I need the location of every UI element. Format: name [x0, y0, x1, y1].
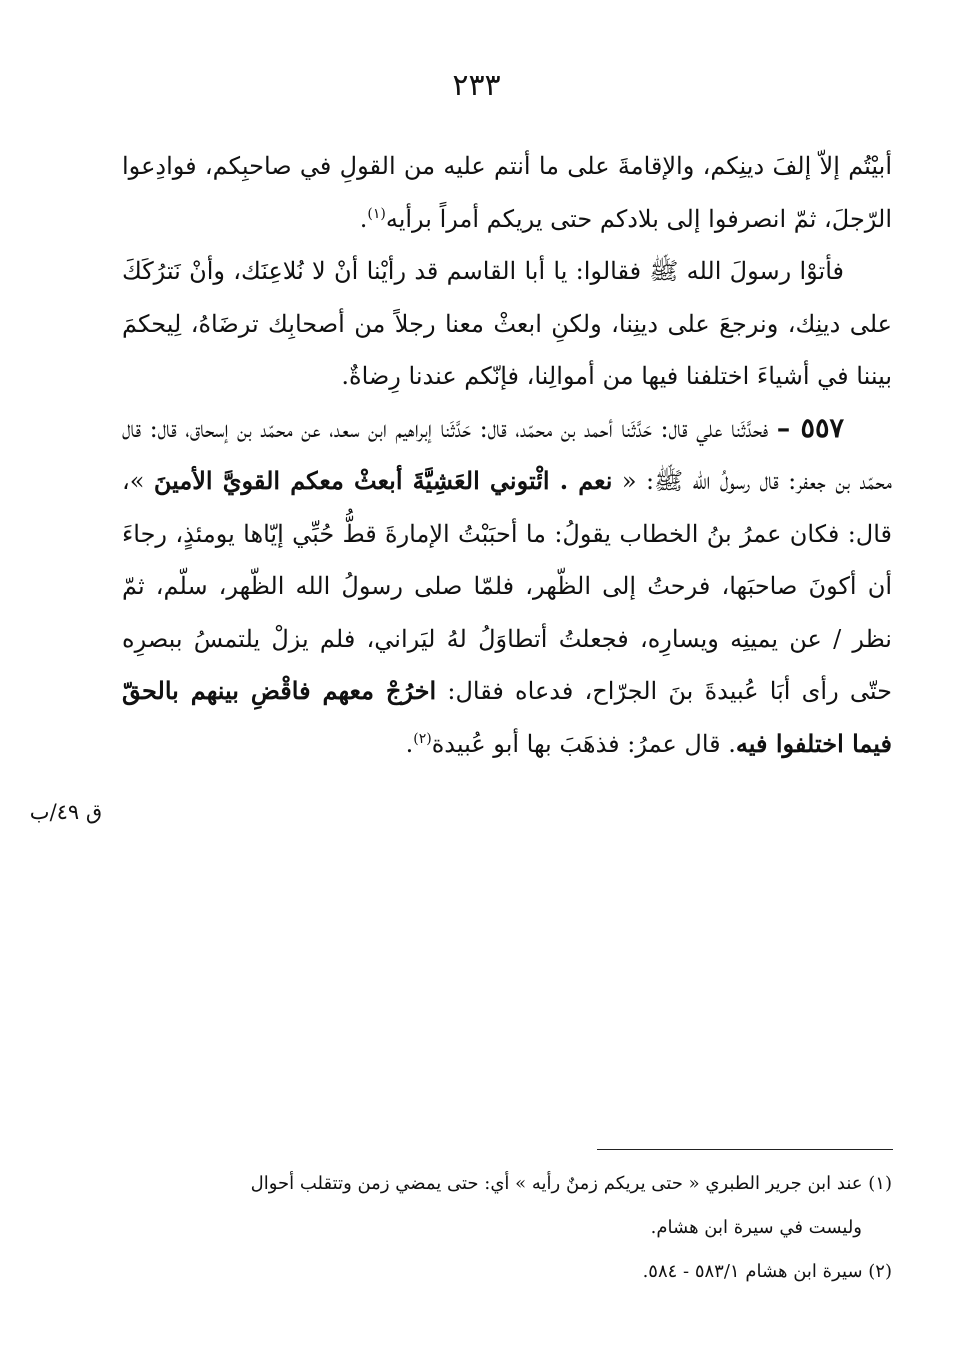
- page-number: ٢٣٣: [452, 68, 501, 103]
- hadith-narration: »، قال: فكان عمرُ بنُ الخطاب يقولُ: ما أحبَبْتُ الإمارةَ قطُّ حُبِّي إيّاها يومئذٍ، رجاءَ أن أكونَ صاحبَها، فرحتُ إلى الظّهر، فلمّا صلى رسولُ الله الظّهر، سلّم، ثمّ نظر / عن يمينِه ويسارِه، فجعلتُ أتطاوَلُ لهُ ليَراني، فلم يزلْ يلتمسُ ببصرِه حتّى رأى أبَا عُبيدةَ بنَ الجرّاح، فدعاه فقال:: [122, 467, 892, 705]
- footnote-number: (١): [868, 1173, 892, 1194]
- footnote-text: عند ابن جرير الطبري « حتى يريكم زمنٌ رأيه » أي: حتى يمضي زمن وتتقلب أحوال: [250, 1173, 863, 1194]
- footnote-2: [124, 1250, 892, 1294]
- footnotes: [124, 1162, 892, 1294]
- footnote-number: (٢): [868, 1261, 892, 1282]
- paragraph-text: أبيْتُم إلاّ إلفَ دينِكم، والإقامةَ على ما أنتم عليه من القولِ في صاحبِكم، فوادِعوا الرّجلَ، ثمّ انصرفوا إلى بلادكم حتى يريكم أمراً برأيه: [122, 152, 892, 233]
- paragraph-continuation: [122, 140, 892, 245]
- hadith-number: ٥٥٧ –: [776, 412, 844, 444]
- paragraph-end: .: [359, 204, 368, 233]
- hadith-557: [122, 403, 892, 771]
- hadith-command: اخرُجْ معهم فاقْضِ بينهم بالحقّ فيما اختلفوا فيه: [122, 676, 892, 758]
- main-text: [122, 140, 892, 770]
- paragraph-text: فأتوْا رسولَ الله ﷺ فقالوا: يا أبا القاسم قد رأيْنا أنْ لا نُلاعِنَك، وأنْ نَترُكَكَ على دينِك، ونرجعَ على دينِنا، ولكنِ ابعثْ معنا رجلاً من أصحابِك ترضَاهُ، لِيحكمَ بيننا في أشياءَ اختلفنا فيها من أموالِنا، فإنّكم عندنا رِضاةٌ.: [122, 257, 892, 390]
- paragraph-delegation: [122, 245, 892, 403]
- hadith-closing: . قال عمرُ: فذهَبَ بها أبو عُبيدة: [431, 729, 736, 758]
- footnote-divider: [597, 1149, 893, 1150]
- footnote-1: [124, 1162, 892, 1206]
- footnote-ref-1[interactable]: (١): [367, 205, 386, 222]
- footnote-ref-2[interactable]: (٢): [413, 730, 432, 747]
- hadith-intro: فحدَّثَنا علي قال: حَدَّثَنا أحمد بن محمّد، قال: حَدَّثَنا إبراهيم ابن سعد، عن محمّد بن إسحاق، قال: قال محمّد بن جعفر: قال رسولُ الله ﷺ: «: [122, 414, 892, 495]
- manuscript-folio-note: ق ٤٩/ب: [29, 800, 103, 824]
- footnote-1-continuation: وليست في سيرة ابن هشام.: [650, 1217, 862, 1238]
- hadith-end: .: [405, 729, 414, 758]
- footnote-text: سيرة ابن هشام ٥٨٣/١ - ٥٨٤.: [642, 1261, 863, 1282]
- hadith-quote: نعم . ائْتوني العَشِيَّةَ أبعثْ معكم القويَّ الأمينَ: [153, 466, 613, 495]
